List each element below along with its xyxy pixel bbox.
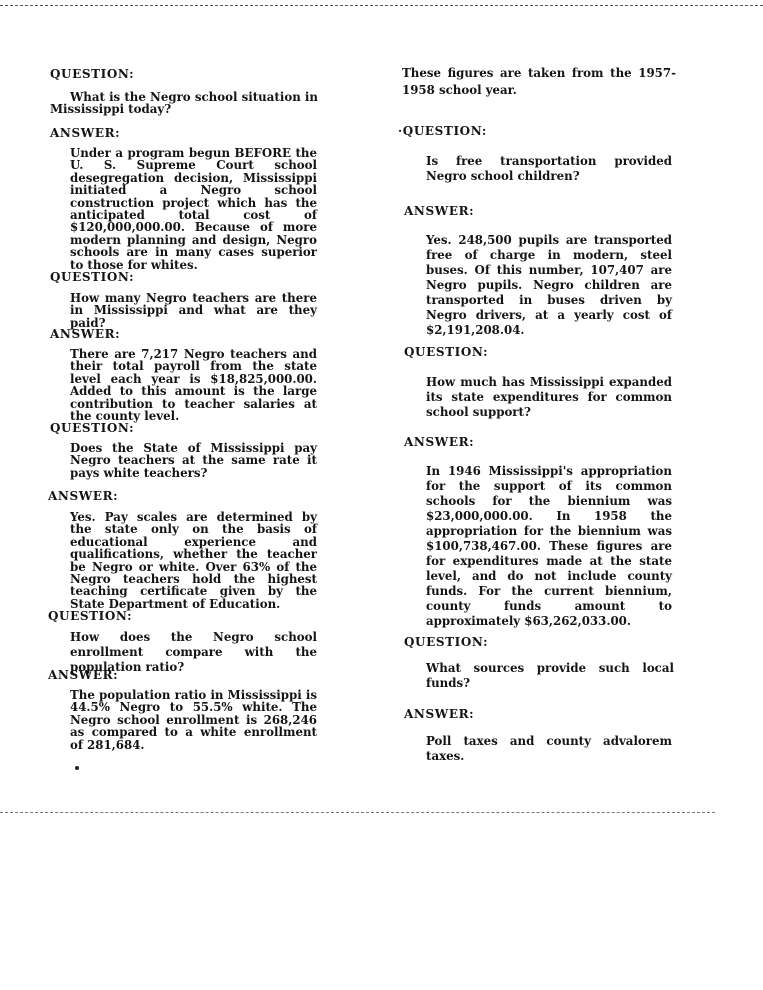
question-text: Is free transportation provided Negro school children? xyxy=(426,154,672,183)
question-text: How does the Negro school enrollment compare with the population ratio? xyxy=(70,630,317,674)
answer-text: In 1946 Mississippi's appropriation for the support of its common schools for the biennium was $23,000,000.00. In 1958 the appropriation for the biennium was $100,738,467.00. These figures are for expenditures made at the state level, and do not include county funds. For the current biennium, county funds amount to approximately $63,262,033.00. xyxy=(426,464,672,628)
question-text: Does the State of Mississippi pay Negro teachers at the same rate it pays white teachers? xyxy=(70,441,317,480)
answer-label: ANSWER: xyxy=(48,668,119,682)
question-label: QUESTION: xyxy=(404,635,489,649)
answer-text: The population ratio in Mississippi is 44.5% Negro to 55.5% white. The Negro school enrollment is 268,246 as compared to a white enrollment of 281,684. xyxy=(70,688,317,752)
answer-label: ANSWER: xyxy=(48,489,119,503)
question-label: QUESTION: xyxy=(48,609,133,623)
answer-text: Yes. Pay scales are determined by the state only on the basis of educational experience and qualifications, whether the teacher be Negro or white. Over 63% of the Negro teachers hold the highest teaching certificate given by the State Department of Education. xyxy=(70,510,317,611)
answer-label: ANSWER: xyxy=(50,327,121,341)
answer-label: ANSWER: xyxy=(404,707,475,721)
intro-text: These figures are taken from the 1957-1958 school year. xyxy=(402,66,676,97)
question-label: QUESTION: xyxy=(50,270,135,284)
answer-text: Under a program begun BEFORE the U. S. Supreme Court school desegregation decision, Mississippi initiated a Negro school construction project which has the anticipated total cost of $120,000,000.00. Because of more modern planning and design, Negro schools are in many cases superior to those for whites. xyxy=(70,146,317,272)
question-label: QUESTION: xyxy=(50,421,135,435)
question-text: What is the Negro school situation in Mississippi today? xyxy=(50,90,318,117)
answer-text: There are 7,217 Negro teachers and their total payroll from the state level each year is $18,825,000.00. Added to this amount is the large contribution to teacher salaries at the county level. xyxy=(70,347,317,424)
answer-label: ANSWER: xyxy=(404,435,475,449)
answer-label: ANSWER: xyxy=(404,204,475,218)
top-border-rule xyxy=(0,5,763,6)
bottom-border-rule xyxy=(0,812,715,813)
question-label: QUESTION: xyxy=(50,67,135,81)
question-text: How many Negro teachers are there in Mississippi and what are they paid? xyxy=(70,291,317,330)
question-label: QUESTION: xyxy=(404,345,489,359)
question-text: How much has Mississippi expanded its state expenditures for common school support? xyxy=(426,375,672,419)
answer-text: Poll taxes and county advalorem taxes. xyxy=(426,734,672,763)
bullet-dot xyxy=(75,766,79,770)
question-label: ·QUESTION: xyxy=(398,124,487,138)
answer-text: Yes. 248,500 pupils are transported free of charge in modern, steel buses. Of this number, 107,407 are Negro pupils. Negro children are transported in buses driven by Negro drivers, at a yearly cost of $2,191,208.04. xyxy=(426,233,672,337)
answer-label: ANSWER: xyxy=(50,126,121,140)
question-text: What sources provide such local funds? xyxy=(426,661,674,690)
